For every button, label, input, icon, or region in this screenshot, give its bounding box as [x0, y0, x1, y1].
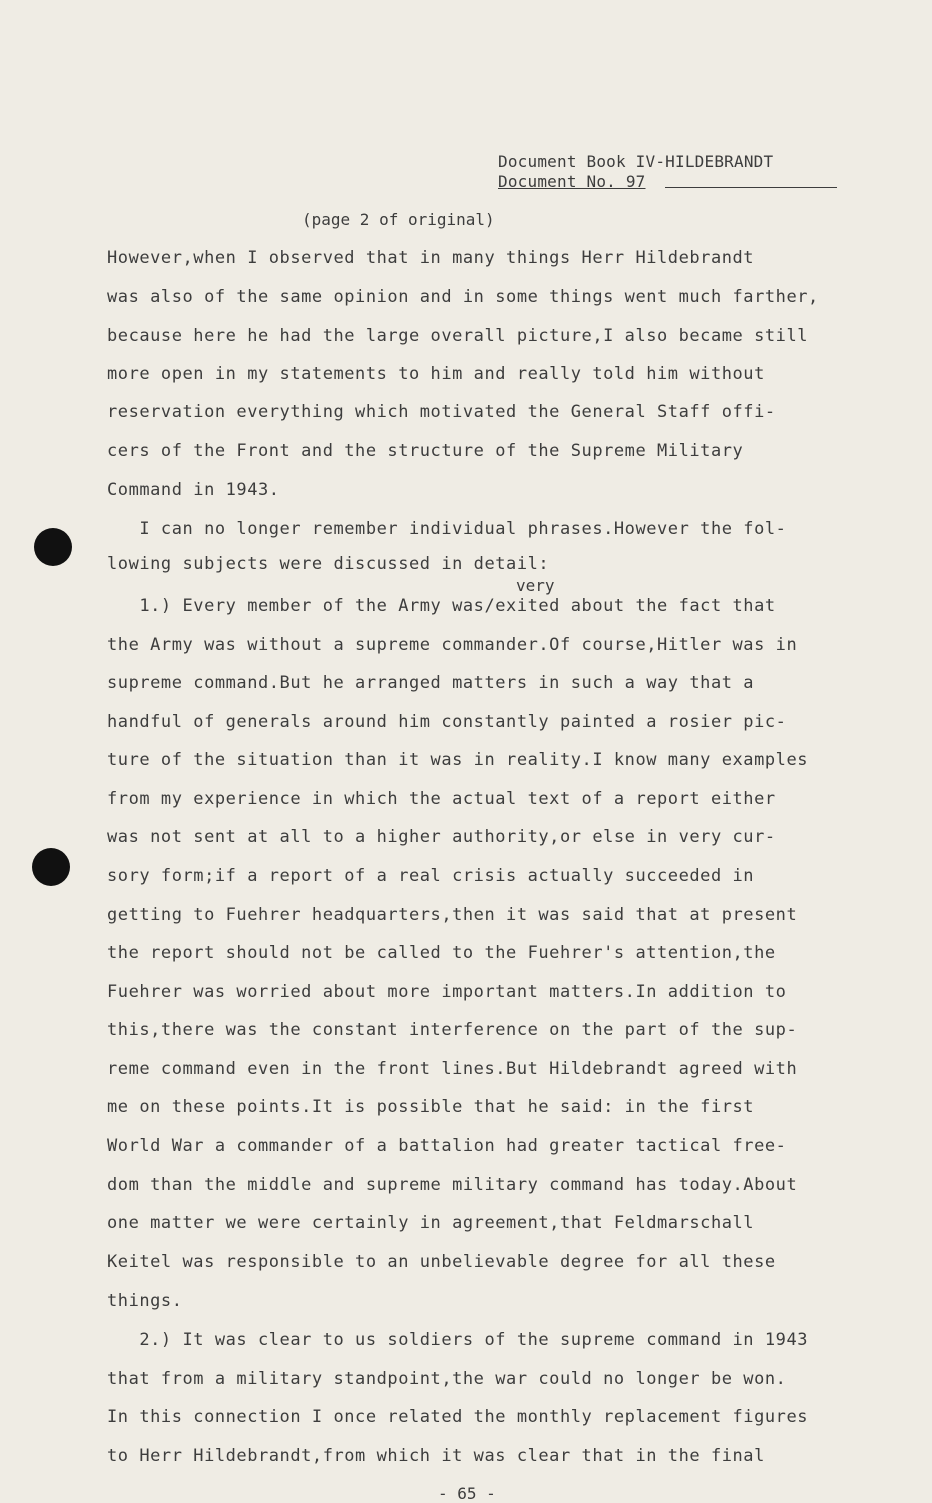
punch-hole-top	[34, 528, 72, 566]
text-line: However,when I observed that in many things Herr Hildebrandt	[107, 248, 755, 268]
text-line: Fuehrer was worried about more important matters.In addition to	[107, 982, 787, 1002]
page-number: - 65 -	[438, 1484, 496, 1503]
text-line: from my experience in which the actual text of a report either	[107, 789, 776, 809]
punch-hole-bottom	[32, 848, 70, 886]
text-line: 1.) Every member of the Army was/exited about the fact that	[107, 596, 776, 616]
text-line: In this connection I once related the monthly replacement figures	[107, 1407, 809, 1427]
text-line: Command in 1943.	[107, 480, 280, 500]
text-line: sory form;if a report of a real crisis actually succeeded in	[107, 866, 755, 886]
text-line: that from a military standpoint,the war could no longer be won.	[107, 1369, 787, 1389]
document-book-label: Document Book IV-HILDEBRANDT	[498, 152, 774, 171]
text-line: reservation everything which motivated the General Staff offi-	[107, 402, 776, 422]
text-line: reme command even in the front lines.But Hildebrandt agreed with	[107, 1059, 798, 1079]
text-line: supreme command.But he arranged matters in such a way that a	[107, 673, 755, 693]
text-line: dom than the middle and supreme military command has today.About	[107, 1175, 798, 1195]
text-line: me on these points.It is possible that he said: in the first	[107, 1097, 755, 1117]
text-line: things.	[107, 1291, 183, 1311]
text-line: 2.) It was clear to us soldiers of the supreme command in 1943	[107, 1330, 809, 1350]
text-line: getting to Fuehrer headquarters,then it was said that at present	[107, 905, 798, 925]
text-line: World War a commander of a battalion had greater tactical free-	[107, 1136, 787, 1156]
text-line: the Army was without a supreme commander.Of course,Hitler was in	[107, 635, 798, 655]
text-line: was also of the same opinion and in some things went much farther,	[107, 287, 819, 307]
text-line: to Herr Hildebrandt,from which it was clear that in the final	[107, 1446, 765, 1466]
page-of-original: (page 2 of original)	[302, 210, 495, 229]
text-line: cers of the Front and the structure of the Supreme Military	[107, 441, 744, 461]
text-line: I can no longer remember individual phrases.However the fol-	[107, 519, 787, 539]
text-line: more open in my statements to him and really told him without	[107, 364, 765, 384]
text-line: one matter we were certainly in agreement,that Feldmarschall	[107, 1213, 755, 1233]
text-line: because here he had the large overall picture,I also became still	[107, 326, 809, 346]
document-number-label: Document No. 97	[498, 172, 646, 191]
text-line: handful of generals around him constantly painted a rosier pic-	[107, 712, 787, 732]
text-line: lowing subjects were discussed in detail:	[107, 554, 550, 574]
header-underline	[665, 187, 837, 188]
text-line: was not sent at all to a higher authority,or else in very cur-	[107, 827, 776, 847]
text-line: the report should not be called to the Fuehrer's attention,the	[107, 943, 776, 963]
text-line: Keitel was responsible to an unbelievable degree for all these	[107, 1252, 776, 1272]
interlinear-note: very	[516, 576, 555, 595]
text-line: ture of the situation than it was in reality.I know many examples	[107, 750, 809, 770]
text-line: this,there was the constant interference on the part of the sup-	[107, 1020, 798, 1040]
